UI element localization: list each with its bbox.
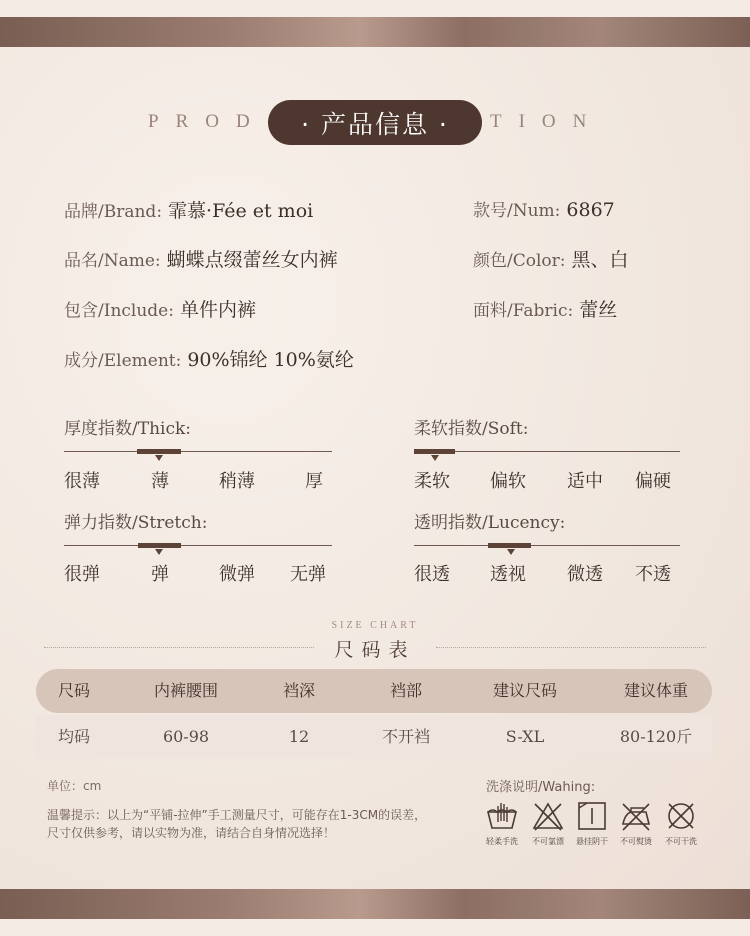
hand-wash-icon [485, 800, 519, 832]
thick-option: 厚 [305, 471, 323, 492]
top-decor-band [0, 17, 750, 47]
num-info [473, 196, 615, 221]
wash-label: 悬挂阴干 [576, 837, 608, 846]
thick-option: 薄 [151, 471, 169, 492]
table-header-cell: 尺码 [57, 681, 90, 700]
color-label: 颜色/Color: [473, 251, 566, 271]
color-info [473, 245, 629, 272]
include-info [64, 295, 256, 322]
wash-label: 不可熨烫 [620, 837, 652, 846]
table-header-cell: 建议尺码 [492, 681, 557, 700]
lucency-option: 不透 [635, 564, 671, 585]
table-cell: 不开裆 [381, 727, 430, 746]
table-header-cell: 裆深 [282, 681, 315, 700]
soft-scale-arrow [431, 455, 439, 461]
lucency-option: 透视 [490, 564, 526, 585]
no-iron-icon [619, 800, 653, 832]
table-cell: 12 [288, 727, 310, 746]
table-cell: S-XL [505, 727, 545, 746]
table-cell: 60-98 [162, 727, 210, 746]
header-letters-left: PROD [148, 111, 267, 132]
page-title: · 产品信息 · [268, 100, 482, 145]
fabric-value: 蕾丝 [579, 299, 618, 321]
wash-label: 不可氯漂 [532, 837, 564, 846]
stretch-scale-title: 弹力指数/Stretch: [64, 513, 208, 533]
no-tumble-dry-icon [664, 800, 698, 832]
hang-dry-icon [575, 800, 609, 832]
thick-option: 稍薄 [219, 471, 255, 492]
wash-label: 轻柔手洗 [486, 837, 518, 846]
stretch-option: 微弹 [219, 564, 255, 585]
name-value: 蝴蝶点缀蕾丝女内裤 [166, 249, 338, 271]
brand-info [64, 196, 313, 223]
unit-note: 单位：cm [47, 779, 102, 793]
lucency-scale-marker [488, 543, 531, 548]
include-value: 单件内裤 [179, 299, 256, 321]
name-info [64, 245, 338, 272]
no-bleach-icon [531, 800, 565, 832]
stretch-option: 弹 [151, 564, 169, 585]
brand-label: 品牌/Brand: [64, 202, 163, 222]
stretch-scale-line [64, 545, 332, 546]
name-label: 品名/Name: [64, 251, 161, 271]
element-info [64, 345, 354, 372]
soft-option: 适中 [567, 471, 603, 492]
thick-scale-line [64, 451, 332, 452]
table-cell: 80-120斤 [619, 727, 693, 746]
lucency-scale-arrow [507, 549, 515, 555]
soft-option: 偏软 [490, 471, 526, 492]
element-value: 90%锦纶 10%氨纶 [187, 349, 354, 371]
size-table-header [36, 669, 712, 713]
lucency-option: 很透 [414, 564, 450, 585]
table-header-cell: 内裤腰围 [153, 681, 218, 700]
soft-scale-marker [414, 449, 455, 454]
bottom-decor-band [0, 889, 750, 919]
table-header-cell: 建议体重 [623, 681, 688, 700]
tip-line-2: 尺寸仅供参考，请以实物为准，请结合自身情况选择！ [47, 826, 336, 840]
fabric-info [473, 295, 617, 322]
stretch-option: 无弹 [290, 564, 326, 585]
soft-option: 偏硬 [635, 471, 671, 492]
wash-label: 不可干洗 [665, 837, 697, 846]
include-label: 包含/Include: [64, 301, 174, 321]
soft-scale-title: 柔软指数/Soft: [414, 419, 529, 439]
brand-value: 霏慕·Fée et moi [168, 200, 314, 222]
size-chart-title-en: SIZE CHART [331, 620, 419, 631]
table-cell: 均码 [57, 727, 90, 746]
table-header-cell: 裆部 [389, 681, 422, 700]
thick-option: 很薄 [64, 471, 100, 492]
color-value: 黑、白 [571, 249, 629, 271]
thick-scale-marker [137, 449, 181, 454]
header-letters-right: TION [490, 111, 604, 132]
lucency-option: 微透 [567, 564, 603, 585]
lucency-scale-title: 透明指数/Lucency: [414, 513, 566, 533]
stretch-scale-marker [138, 543, 181, 548]
thick-scale-title: 厚度指数/Thick: [64, 419, 192, 439]
stretch-scale-arrow [155, 549, 163, 555]
num-label: 款号/Num: [473, 201, 561, 221]
soft-option: 柔软 [414, 471, 450, 492]
element-label: 成分/Element: [64, 351, 182, 371]
size-chart-title-cn: 尺码表 [334, 639, 416, 661]
thick-scale-arrow [155, 455, 163, 461]
washing-title: 洗涤说明/Wahing: [486, 780, 596, 795]
num-value: 6867 [566, 199, 615, 221]
fabric-label: 面料/Fabric: [473, 301, 574, 321]
tip-line-1: 温馨提示：以上为“平铺-拉伸”手工测量尺寸，可能存在1-3CM的误差， [47, 808, 427, 822]
stretch-option: 很弹 [64, 564, 100, 585]
table-row [36, 715, 712, 759]
lucency-scale-line [414, 545, 680, 546]
